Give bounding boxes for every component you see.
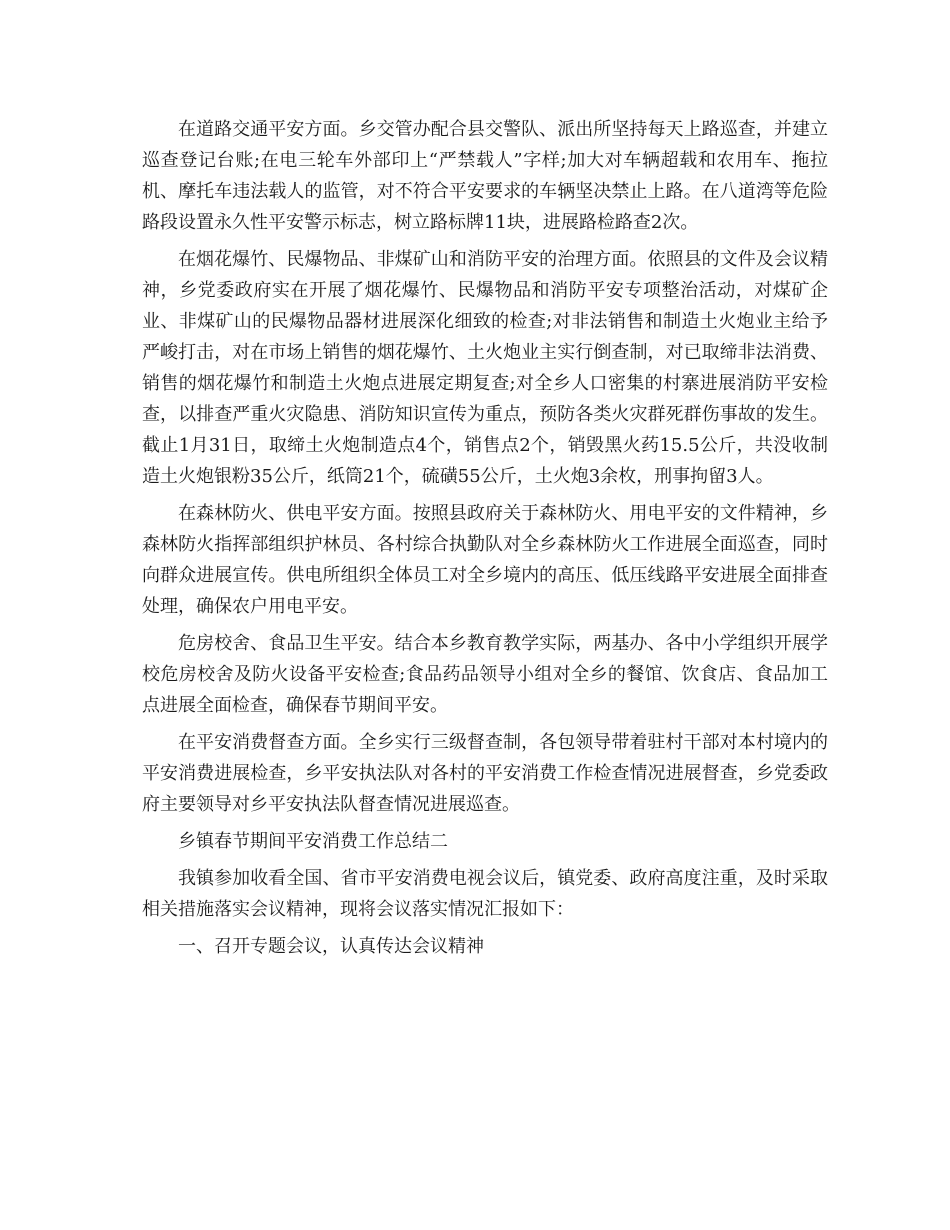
intro-paragraph: 我镇参加收看全国、省市平安消费电视会议后，镇党委、政府高度注重，及时采取相关措施落实会议精神，现将会议落实情况汇报如下： [142,868,828,920]
section-title: 乡镇春节期间平安消费工作总结二 [178,831,448,852]
paragraph-forest-fire-power: 在森林防火、供电平安方面。按照县政府关于森林防火、用电平安的文件精神，乡森林防火指挥部组织护林员、各村综合执勤队对全乡森林防火工作进展全面巡查，同时向群众进展宣传。供电所组织全体员工对全乡境内的高压、低压线路平安进展全面排查处理，确保农户用电平安。 [142,503,828,617]
paragraph-safety-supervision: 在平安消费督查方面。全乡实行三级督查制，各包领导带着驻村干部对本村境内的平安消费进展检查，乡平安执法队对各村的平安消费工作检查情况进展督查，乡党委政府主要领导对乡平安执法队督查情况进展巡查。 [142,732,828,815]
paragraph-road-traffic: 在道路交通平安方面。乡交管办配合县交警队、派出所坚持每天上路巡查，并建立巡查登记台账;在电三轮车外部印上“严禁载人”字样;加大对车辆超载和农用车、拖拉机、摩托车违法载人的监管，对不符合平安要求的车辆坚决禁止上路。在八道湾等危险路段设置永久性平安警示标志，树立路标牌11块，进展路检路查2次。 [142,119,828,233]
document-body [142,114,828,968]
paragraph-school-food-safety: 危房校舍、食品卫生平安。结合本乡教育教学实际，两基办、各中小学组织开展学校危房校舍及防火设备平安检查;食品药品领导小组对全乡的餐馆、饮食店、食品加工点进展全面检查，确保春节期间平安。 [142,633,828,716]
paragraph-fireworks-fire-safety: 在烟花爆竹、民爆物品、非煤矿山和消防平安的治理方面。依照县的文件及会议精神，乡党委政府实在开展了烟花爆竹、民爆物品和消防平安专项整治活动，对煤矿企业、非煤矿山的民爆物品器材进展深化细致的检查;对非法销售和制造土火炮业主给予严峻打击，对在市场上销售的烟花爆竹、土火炮业主实行倒查制，对已取缔非法消费、销售的烟花爆竹和制造土火炮点进展定期复查;对全乡人口密集的村寨进展消防平安检查，以排查严重火灾隐患、消防知识宣传为重点，预防各类火灾群死群伤事故的发生。截止1月31日，取缔土火炮制造点4个，销售点2个，销毁黑火药15.5公斤，共没收制造土火炮银粉35公斤，纸筒21个，硫磺55公斤，土火炮3余枚，刑事拘留3人。 [142,249,828,487]
subheading: 一、召开专题会议，认真传达会议精神 [178,936,484,957]
